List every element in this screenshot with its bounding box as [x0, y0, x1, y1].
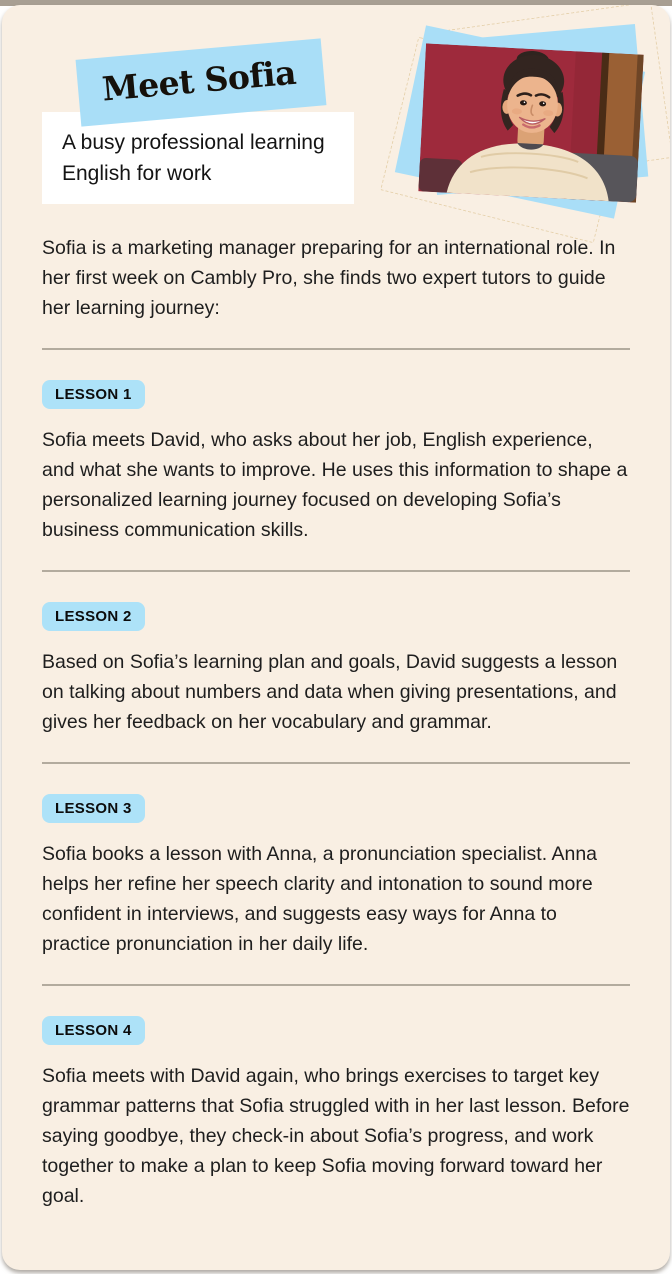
lesson-1-badge: LESSON 1 [42, 380, 145, 409]
subtitle: A busy professional learning English for work [62, 131, 325, 185]
page-title: Meet Sofia [100, 52, 298, 109]
lesson-section-1 [42, 348, 630, 545]
divider [42, 348, 630, 350]
content [2, 233, 670, 1211]
divider [42, 570, 630, 572]
sofia-photo [418, 43, 643, 202]
divider [42, 762, 630, 764]
lesson-1-text: Sofia meets David, who asks about her job, English experience, and what she wants to improve. He uses this information to shape a personalized learning journey focused on developing Sofia’s business communication skills. [42, 429, 628, 541]
lesson-2-badge: LESSON 2 [42, 602, 145, 631]
lesson-section-2 [42, 570, 630, 737]
lesson-3-badge: LESSON 3 [42, 794, 145, 823]
lesson-2-text: Based on Sofia’s learning plan and goals, David suggests a lesson on talking about numbers and data when giving presentations, and gives her feedback on her vocabulary and grammar. [42, 651, 618, 733]
intro-paragraph: Sofia is a marketing manager preparing for an international role. In her first week on Cambly Pro, she finds two expert tutors to guide her learning journey: [42, 237, 616, 319]
divider [42, 984, 630, 986]
lesson-4-text: Sofia meets with David again, who brings exercises to target key grammar patterns that Sofia struggled with in her last lesson. Before saying goodbye, they check-in about Sofia’s progress, and work together to make a plan to keep Sofia moving forward toward her goal. [42, 1065, 630, 1207]
lesson-section-4 [42, 984, 630, 1211]
hero-section [2, 5, 670, 207]
lesson-4-badge: LESSON 4 [42, 1016, 145, 1045]
lesson-3-text: Sofia books a lesson with Anna, a pronunciation specialist. Anna helps her refine her speech clarity and intonation to sound more confident in interviews, and suggests easy ways for Anna to practice pronunciation in her daily life. [42, 843, 598, 955]
lesson-section-3 [42, 762, 630, 959]
persona-card [2, 5, 670, 1270]
photo-collage [400, 19, 664, 219]
